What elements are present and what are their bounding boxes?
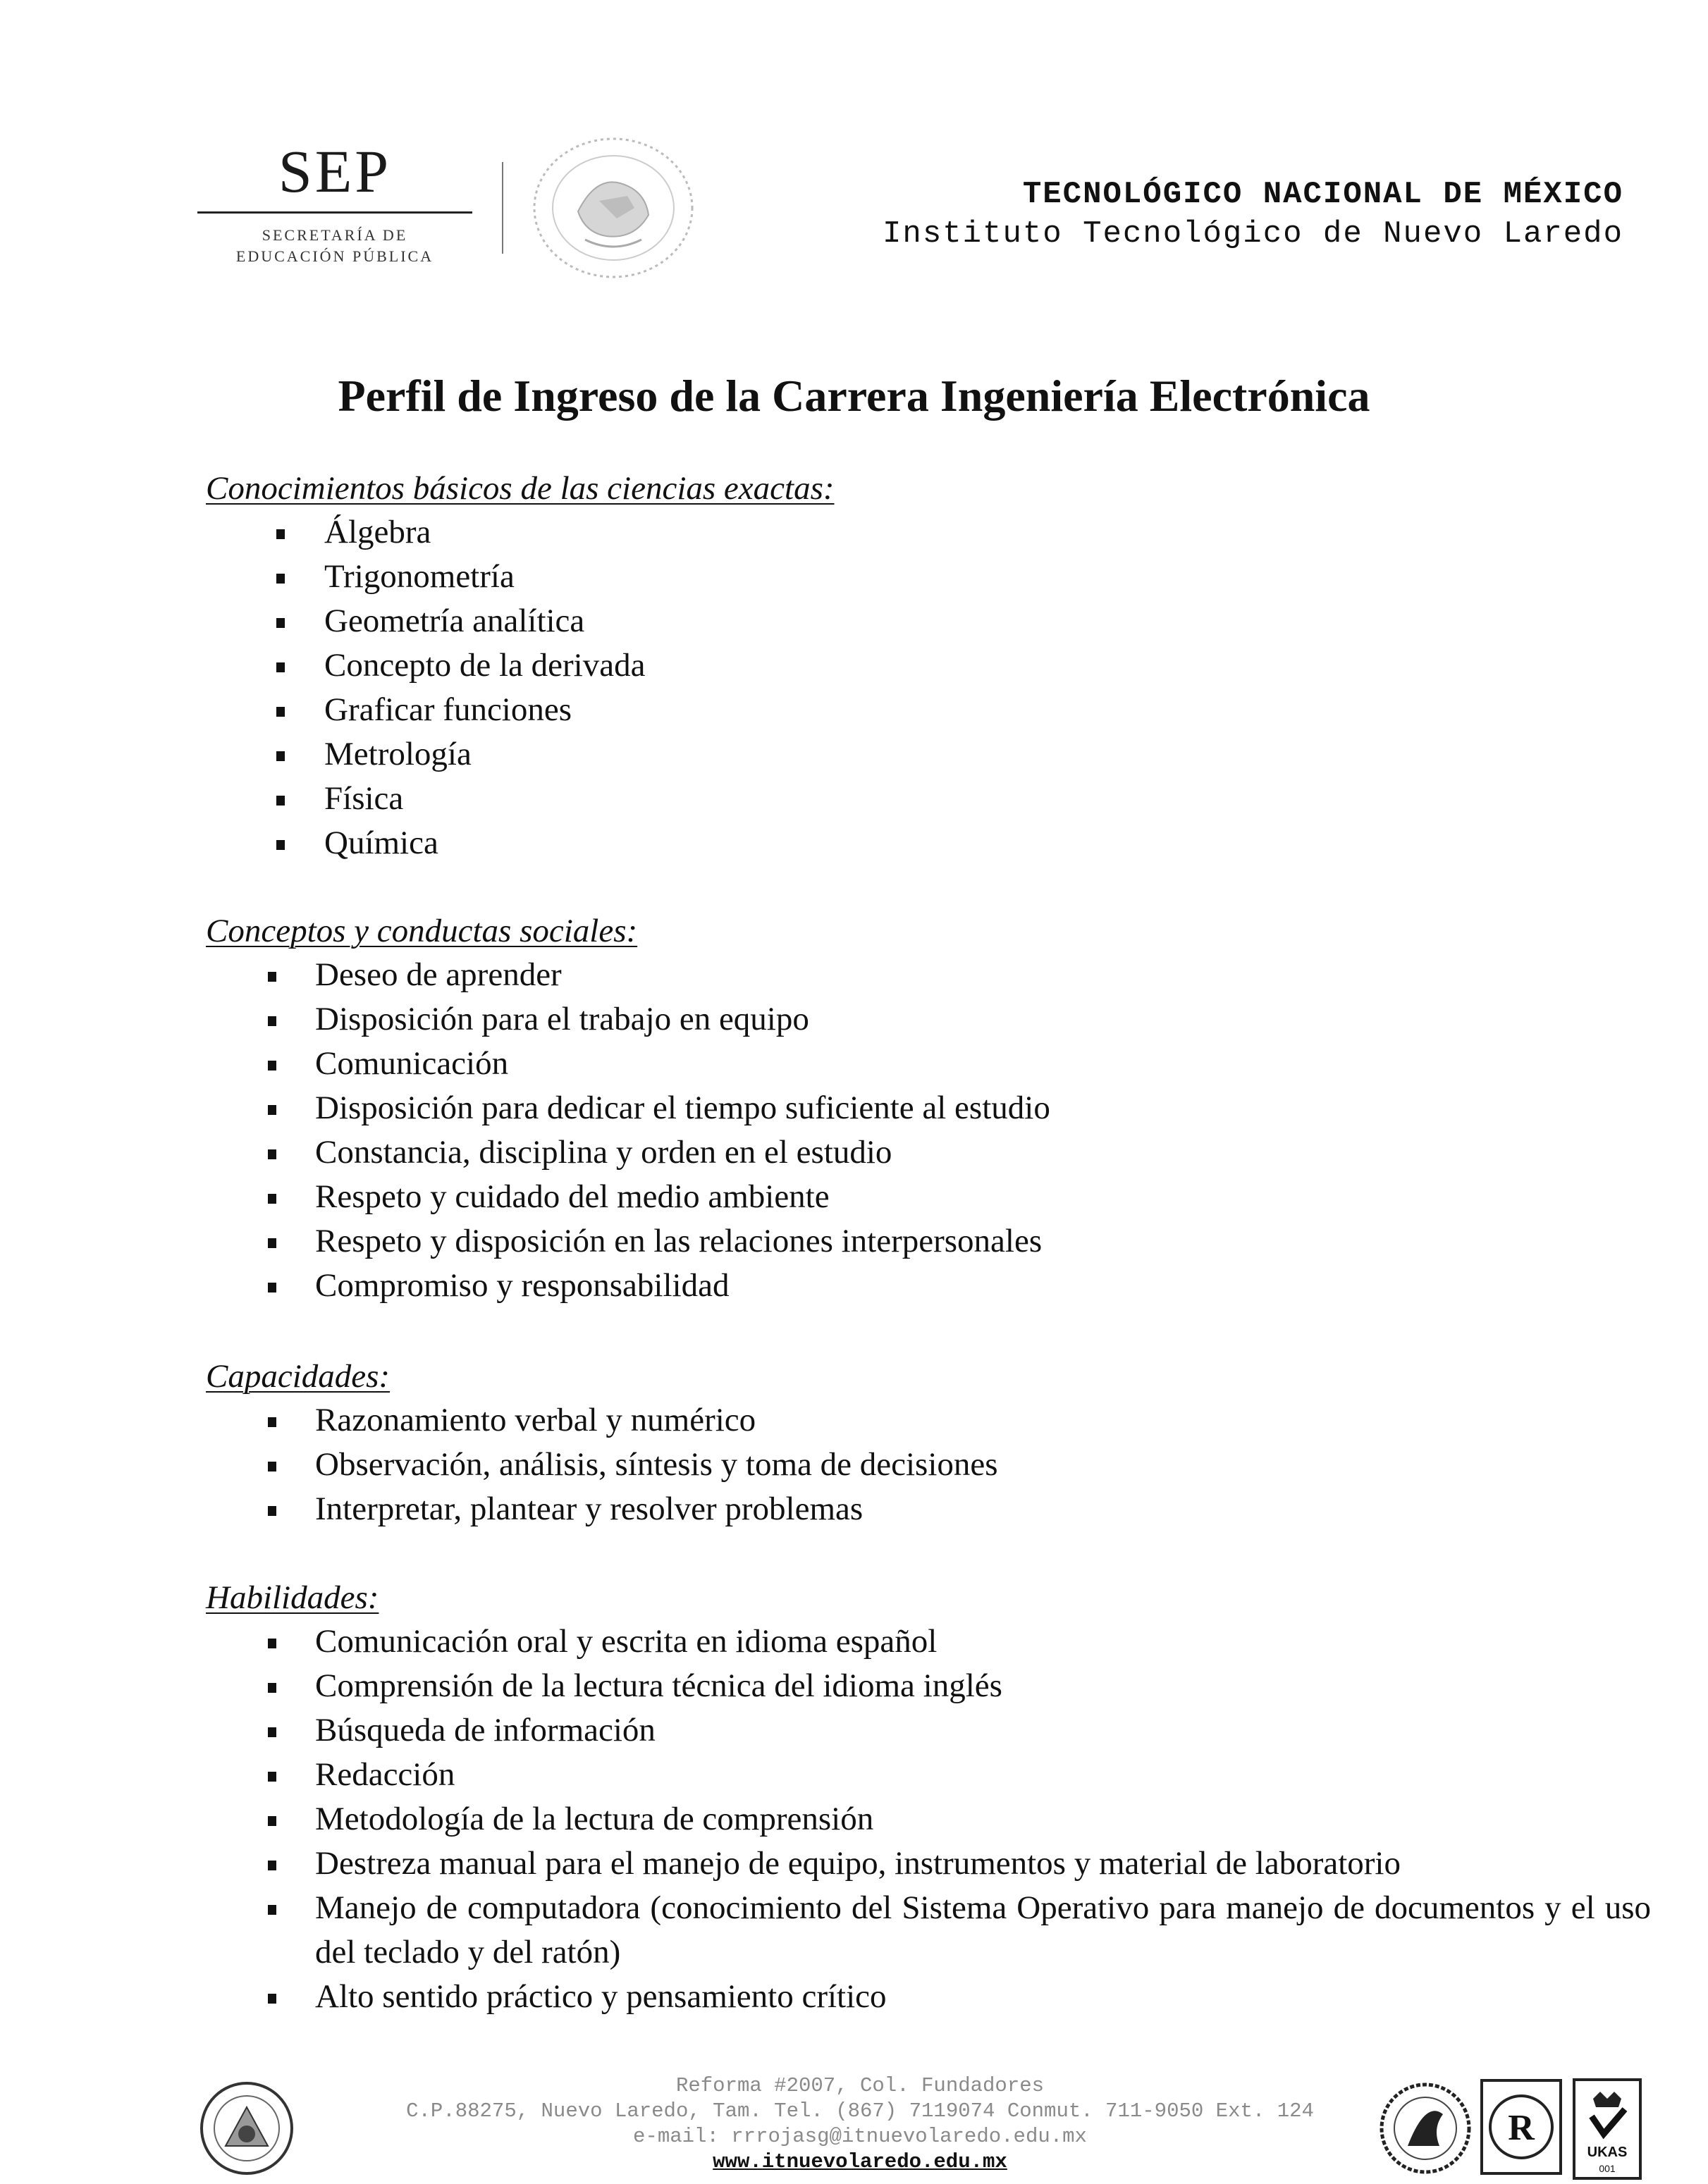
list-item (206, 1886, 1651, 1975)
footer-website-link[interactable]: www.itnuevolaredo.edu.mx (713, 2150, 1007, 2173)
list-item (206, 777, 1651, 821)
bullet-list (206, 953, 1651, 1308)
list-item-text: Disposición para dedicar el tiempo suficiente al estudio (315, 1090, 1050, 1126)
registered-certification-icon (1479, 2078, 1563, 2176)
sep-logo (197, 137, 472, 267)
bullet-icon (268, 1417, 276, 1427)
sep-logo-line2: EDUCACIÓN PÚBLICA (235, 247, 434, 265)
bullet-icon (276, 707, 285, 717)
list-item (206, 1620, 1651, 1664)
list-item (206, 1130, 1651, 1175)
section-capacidades (206, 1355, 1651, 1531)
list-item-text: Respeto y disposición en las relaciones interpersonales (315, 1223, 1043, 1259)
list-item (206, 1219, 1651, 1264)
list-item-text: Constancia, disciplina y orden en el estudio (315, 1134, 892, 1171)
list-item (206, 1708, 1651, 1753)
bullet-icon (268, 1149, 276, 1159)
list-item-text: Trigonometría (324, 558, 515, 595)
sep-logo-rule (197, 211, 472, 214)
bullet-icon (276, 574, 285, 584)
bullet-icon (268, 1506, 276, 1516)
institution-block (883, 175, 1623, 254)
ukas-number: 001 (1599, 2163, 1616, 2174)
list-item (206, 953, 1651, 997)
header-divider (502, 162, 503, 254)
list-item (206, 1841, 1651, 1886)
bullet-icon (268, 1772, 276, 1782)
list-item (206, 1086, 1651, 1130)
bullet-icon (268, 1683, 276, 1693)
list-item-text: Metodología de la lectura de comprensión (315, 1801, 874, 1837)
list-item (206, 643, 1651, 688)
list-item (206, 555, 1651, 599)
section-heading: Habilidades: (206, 1579, 379, 1616)
list-item-text: Destreza manual para el manejo de equipo, instrumentos y material de laboratorio (315, 1845, 1401, 1882)
list-item (206, 599, 1651, 643)
bullet-icon (268, 1016, 276, 1026)
list-item-text: Respeto y cuidado del medio ambiente (315, 1178, 830, 1215)
bullet-icon (268, 1105, 276, 1115)
bullet-icon (268, 1861, 276, 1870)
list-item (206, 1664, 1651, 1708)
bullet-icon (276, 662, 285, 672)
bullet-icon (268, 1283, 276, 1292)
list-item (206, 1398, 1651, 1443)
list-item-text: Química (324, 825, 438, 861)
bullet-icon (268, 1238, 276, 1248)
bullet-icon (268, 1905, 276, 1915)
list-item-text: Graficar funciones (324, 691, 572, 728)
ukas-label: UKAS (1587, 2145, 1628, 2160)
list-item (206, 821, 1651, 865)
list-item-text: Deseo de aprender (315, 956, 562, 993)
list-item-text: Alto sentido práctico y pensamiento crítico (315, 1978, 887, 2015)
list-item (206, 1797, 1651, 1841)
bullet-icon (268, 1639, 276, 1648)
bullet-list (206, 510, 1651, 865)
section-conceptos (206, 909, 1651, 1308)
list-item (206, 510, 1651, 555)
bullet-icon (268, 1462, 276, 1472)
list-item (206, 1975, 1651, 2019)
ukas-crown-check-icon (1572, 2078, 1642, 2180)
list-item-text: Concepto de la derivada (324, 647, 646, 684)
section-heading: Conceptos y conductas sociales: (206, 913, 638, 949)
bullet-icon (276, 751, 285, 761)
list-item (206, 1487, 1651, 1531)
bullet-icon (276, 796, 285, 806)
bullet-icon (268, 1816, 276, 1826)
list-item-text: Metrología (324, 736, 472, 772)
footer-contact (310, 2073, 1410, 2175)
svg-text:R: R (1508, 2108, 1535, 2148)
institute-name: Instituto Tecnológico de Nuevo Laredo (883, 216, 1623, 252)
list-item-text: Geometría analítica (324, 603, 585, 639)
bullet-icon (276, 529, 285, 539)
quality-seal-icon (1376, 2079, 1475, 2178)
bullet-icon (268, 1061, 276, 1071)
footer-email[interactable]: e-mail: rrrojasg@itnuevolaredo.edu.mx (633, 2125, 1087, 2148)
list-item-text: Razonamiento verbal y numérico (315, 1402, 756, 1438)
section-conocimientos (206, 467, 1651, 865)
section-heading: Capacidades: (206, 1358, 391, 1395)
footer-phone: C.P.88275, Nuevo Laredo, Tam. Tel. (867) 7119074 Conmut. 711-9050 Ext. 124 (406, 2099, 1314, 2123)
sep-logo-word: SEP (278, 137, 392, 205)
bullet-icon (268, 972, 276, 982)
bullet-icon (268, 1994, 276, 2004)
list-item-text: Comunicación (315, 1045, 509, 1082)
list-item-text: Álgebra (324, 514, 431, 550)
list-item-text: Búsqueda de información (315, 1712, 656, 1748)
list-item (206, 732, 1651, 777)
list-item (206, 688, 1651, 732)
list-item (206, 997, 1651, 1042)
bullet-icon (276, 618, 285, 628)
page-title: Perfil de Ingreso de la Carrera Ingeniería Electrónica (338, 371, 1370, 421)
list-item-text: Compromiso y responsabilidad (315, 1267, 730, 1304)
bullet-icon (276, 840, 285, 850)
list-item (206, 1753, 1651, 1797)
bullet-icon (268, 1727, 276, 1737)
national-seal-icon (529, 134, 698, 282)
list-item-text: Disposición para el trabajo en equipo (315, 1001, 809, 1037)
ukas-badge (1572, 2078, 1642, 2180)
list-item (206, 1175, 1651, 1219)
list-item (206, 1042, 1651, 1086)
bullet-list (206, 1620, 1651, 2019)
sep-logo-line1: SECRETARÍA DE (262, 226, 408, 244)
list-item-text: Redacción (315, 1756, 455, 1793)
list-item-text: Manejo de computadora (conocimiento del Sistema Operativo para manejo de documentos y el uso del teclado y del ratón) (315, 1889, 1651, 1970)
list-item-text: Comprensión de la lectura técnica del idioma inglés (315, 1667, 1002, 1704)
section-habilidades (206, 1576, 1651, 2019)
list-item-text: Interpretar, plantear y resolver problemas (315, 1491, 864, 1527)
list-item (206, 1443, 1651, 1487)
list-item-text: Observación, análisis, síntesis y toma de decisiones (315, 1446, 998, 1483)
section-heading: Conocimientos básicos de las ciencias exactas: (206, 470, 835, 507)
list-item (206, 1264, 1651, 1308)
footer-address: Reforma #2007, Col. Fundadores (675, 2074, 1045, 2097)
institution-name: TECNOLÓGICO NACIONAL DE MÉXICO (1022, 177, 1623, 212)
itnl-emblem-icon (190, 2079, 303, 2178)
bullet-icon (268, 1194, 276, 1204)
list-item-text: Comunicación oral y escrita en idioma español (315, 1623, 938, 1660)
list-item-text: Física (324, 780, 404, 817)
bullet-list (206, 1398, 1651, 1531)
